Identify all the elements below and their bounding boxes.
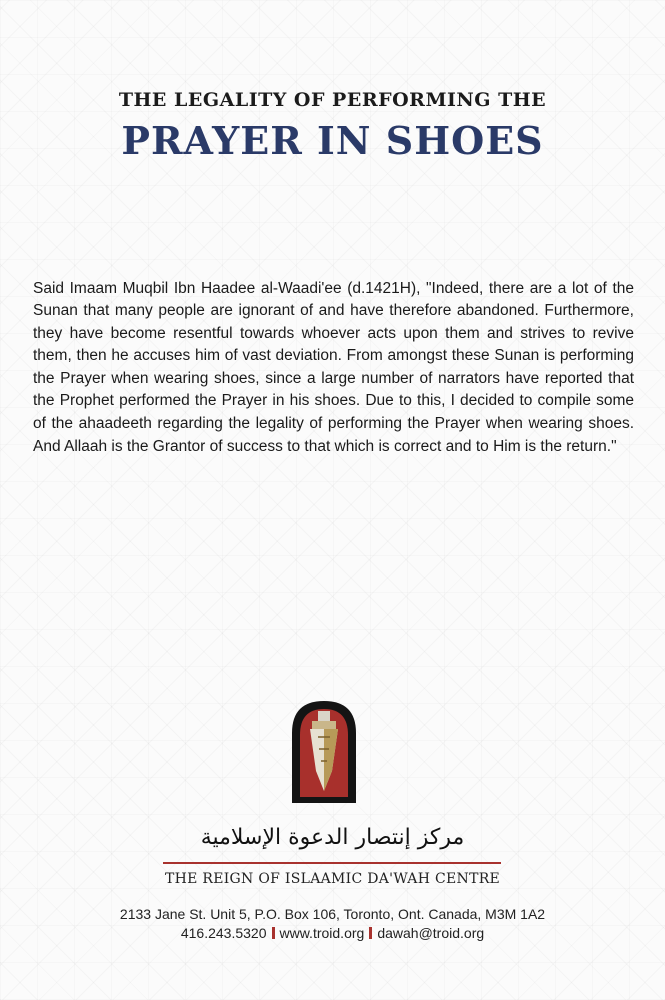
- page-title: PRAYER IN SHOES: [121, 118, 544, 163]
- separator: [369, 927, 372, 939]
- publisher-arabic-name: مركز إنتصار الدعوة الإسلامية: [200, 825, 465, 850]
- divider: [163, 862, 501, 864]
- publisher-english-name: THE REIGN OF ISLAAMIC DA'WAH CENTRE: [164, 871, 501, 887]
- phone-number: 416.243.5320: [180, 925, 267, 941]
- website-link[interactable]: www.troid.org: [279, 925, 365, 941]
- mihrab-lantern-icon: [288, 697, 360, 803]
- quote-paragraph: Said Imaam Muqbil Ibn Haadee al-Waadi'ee (d.1421H), "Indeed, there are a lot of the Sunan that many people are ignorant of and have therefore abandoned. Furthermore, they have become resentful towards whoever acts upon them and strives to revive them, then he accuses him of vast deviation. From amongst these Sunan is performing the Prayer when wearing shoes, since a large number of narrators have reported that the Prophet performed the Prayer in his shoes. Due to this, I decided to compile some of the ahaadeeth regarding the legality of performing the Prayer when wearing shoes. And Allaah is the Grantor of success to that which is correct and to Him is the return.": [33, 279, 634, 455]
- publisher-contact: [0, 925, 665, 941]
- publisher-address: 2133 Jane St. Unit 5, P.O. Box 106, Toronto, Ont. Canada, M3M 1A2: [119, 906, 546, 922]
- separator: [272, 927, 275, 939]
- page-kicker: THE LEGALITY OF PERFORMING THE: [118, 89, 547, 111]
- email-link[interactable]: dawah@troid.org: [377, 925, 485, 941]
